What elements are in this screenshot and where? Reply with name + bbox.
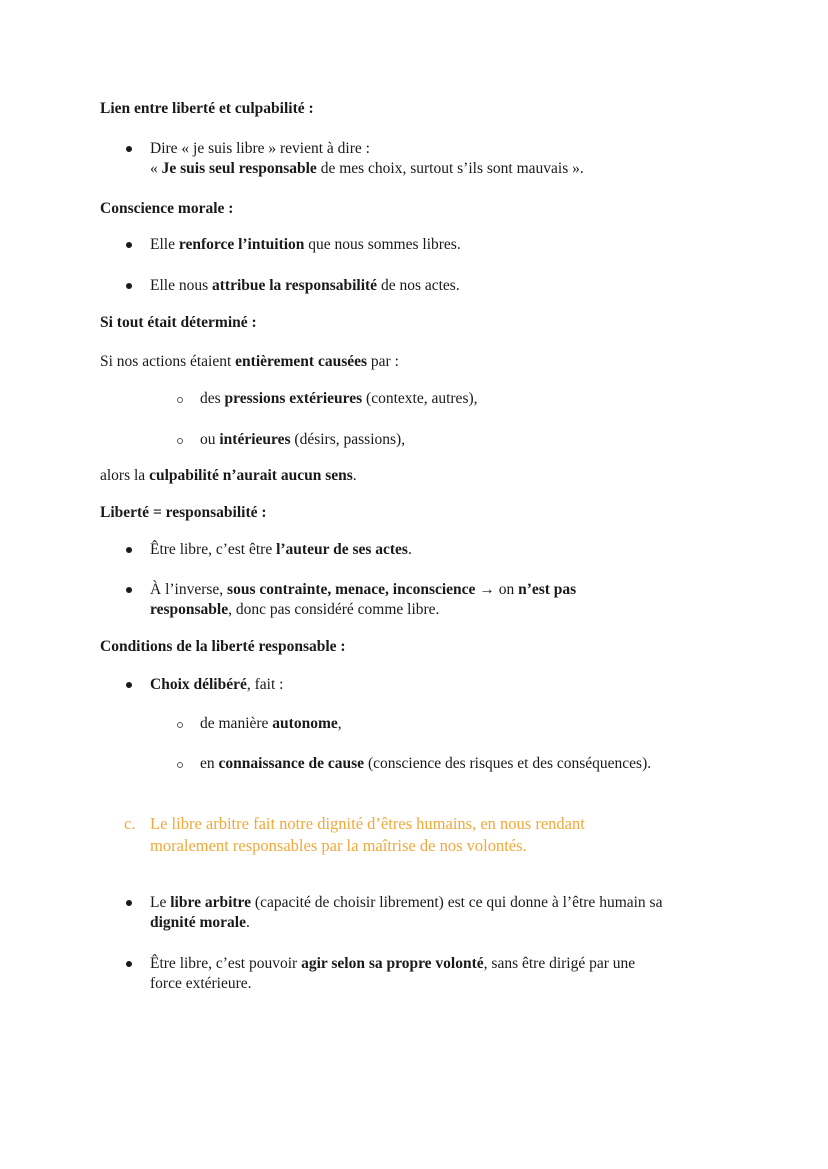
text: Si nos actions étaient — [100, 353, 236, 370]
bold-text: agir selon sa propre volonté — [301, 955, 484, 972]
bold-text: pressions extérieures — [224, 390, 363, 407]
list-item-line — [150, 235, 461, 255]
list-item — [150, 893, 662, 933]
list-item — [200, 389, 478, 409]
text: Elle — [150, 236, 179, 253]
text: . — [407, 541, 412, 558]
text: , — [337, 715, 342, 732]
bold-text: connaissance de cause — [218, 755, 365, 772]
bold-text: dignité morale — [150, 914, 246, 931]
list-item — [200, 430, 405, 450]
text: . — [352, 467, 357, 484]
bold-text: renforce l’intuition — [178, 236, 305, 253]
list-item-line — [150, 675, 283, 695]
paragraph-outro — [100, 466, 357, 486]
bold-text: libre arbitre — [170, 894, 252, 911]
text: de manière — [200, 715, 273, 732]
bold-text: attribue la responsabilité — [212, 277, 378, 294]
text: de mes choix, surtout s’ils sont mauvais ». — [316, 160, 584, 177]
text: (conscience des risques et des conséquences). — [364, 755, 652, 772]
bold-text: autonome — [272, 715, 338, 732]
text: Le — [150, 894, 171, 911]
list-item-line — [200, 389, 478, 409]
list-item-line — [200, 754, 651, 774]
text: en — [200, 755, 219, 772]
text: Être libre, c’est pouvoir — [150, 955, 302, 972]
text: , donc pas considéré comme libre. — [228, 601, 440, 618]
section-heading-responsibility: Liberté = responsabilité : — [100, 504, 267, 521]
list-item — [150, 954, 635, 994]
text: (désirs, passions), — [290, 431, 406, 448]
text: force extérieure. — [150, 975, 252, 992]
subheading-line: moralement responsables par la maîtrise de nos volontés. — [150, 836, 527, 855]
list-item-line — [150, 974, 635, 994]
bold-text: intérieures — [219, 431, 291, 448]
text: (contexte, autres), — [362, 390, 478, 407]
bold-text: n’est pas — [518, 581, 577, 598]
bold-text: culpabilité n’aurait aucun sens — [149, 467, 353, 484]
text: Être libre, c’est être — [150, 541, 277, 558]
section-heading-determinism: Si tout était déterminé : — [100, 314, 257, 331]
text: . — [246, 914, 250, 931]
list-item-line — [200, 714, 342, 734]
bold-text: Choix délibéré — [150, 676, 247, 693]
bold-text: responsable — [150, 601, 229, 618]
bold-text: entièrement causées — [235, 353, 368, 370]
list-item-line — [150, 893, 662, 913]
paragraph-intro — [100, 352, 399, 372]
list-item-line — [150, 159, 584, 179]
text: , sans être dirigé par une — [483, 955, 636, 972]
text: des — [200, 390, 225, 407]
subheading-line: Le libre arbitre fait notre dignité d’êtres humains, en nous rendant — [150, 814, 585, 833]
bold-text: Je suis seul responsable — [161, 160, 317, 177]
bold-text: sous contrainte, menace, inconscience — [227, 581, 476, 598]
text: ou — [200, 431, 220, 448]
list-item — [150, 235, 461, 255]
text: À l’inverse, — [150, 581, 228, 598]
list-item-line — [150, 540, 412, 560]
text: → on — [475, 581, 519, 598]
text: « — [150, 160, 162, 177]
text: que nous sommes libres. — [304, 236, 461, 253]
section-heading-guilt: Lien entre liberté et culpabilité : — [100, 100, 314, 117]
text: Dire « je suis libre » revient à dire : — [150, 140, 370, 157]
list-item — [150, 580, 576, 620]
text: alors la — [100, 467, 150, 484]
list-item-line — [150, 139, 584, 159]
list-item — [200, 714, 342, 734]
list-item — [150, 675, 283, 695]
list-item — [150, 276, 460, 296]
list-item — [150, 540, 412, 560]
text: Elle nous — [150, 277, 212, 294]
list-item-line — [150, 913, 662, 933]
list-item-line — [150, 954, 635, 974]
text: par : — [367, 353, 399, 370]
list-item-line — [150, 600, 576, 620]
list-item-line — [150, 580, 576, 600]
text: (capacité de choisir librement) est ce qui donne à l’être humain sa — [251, 894, 663, 911]
text: de nos actes. — [377, 277, 460, 294]
list-item-line — [200, 430, 405, 450]
text: , fait : — [246, 676, 284, 693]
subheading-number: c. — [124, 814, 136, 833]
section-heading-conscience: Conscience morale : — [100, 200, 234, 217]
list-item — [150, 139, 584, 179]
list-item — [200, 754, 651, 774]
bold-text: l’auteur de ses actes — [276, 541, 408, 558]
section-heading-conditions: Conditions de la liberté responsable : — [100, 638, 346, 655]
list-item-line — [150, 276, 460, 296]
